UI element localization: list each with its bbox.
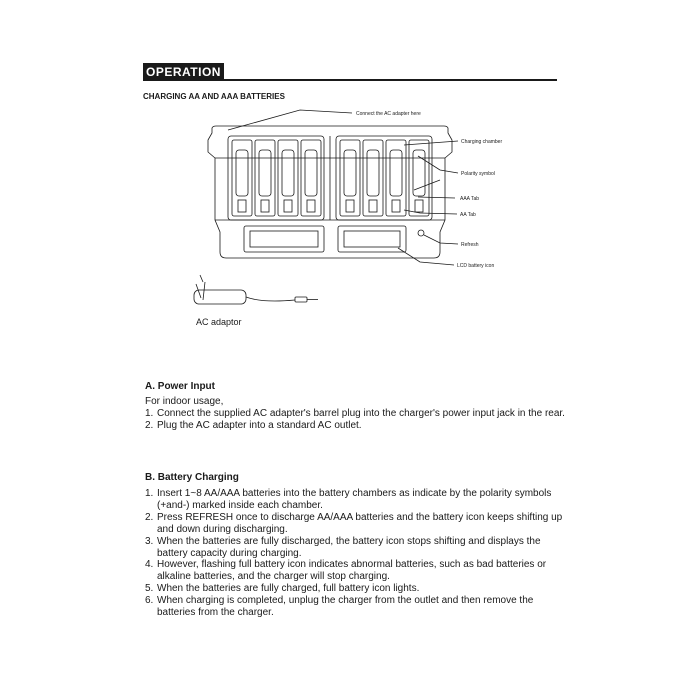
list-text: When the batteries are fully discharged, the battery icon stops shifting and displays the battery capacity during charging. bbox=[157, 535, 541, 559]
right-chambers bbox=[340, 140, 429, 216]
callout-connect-ac: Connect the AC adapter here bbox=[356, 111, 421, 117]
lcd-left bbox=[244, 226, 324, 252]
section-b-body bbox=[145, 488, 565, 619]
list-text: Insert 1~8 AA/AAA batteries into the battery chambers as indicate by the polarity symbols (+and-) marked inside each chamber. bbox=[157, 488, 552, 511]
ac-adaptor-label: AC adaptor bbox=[196, 317, 242, 327]
section-a-body bbox=[145, 396, 565, 432]
callout-aaa-tab: AAA Tab bbox=[460, 196, 480, 202]
list-number: 1. bbox=[145, 407, 154, 419]
list-number: 1. bbox=[145, 488, 154, 499]
list-item bbox=[145, 536, 565, 560]
left-chamber-frame bbox=[228, 136, 324, 220]
lcd-right bbox=[338, 226, 406, 252]
list-number: 4. bbox=[145, 559, 154, 571]
list-item bbox=[145, 559, 565, 583]
list-text: Plug the AC adapter into a standard AC outlet. bbox=[157, 419, 362, 431]
callout-refresh: Refresh bbox=[461, 242, 479, 248]
list-text: When charging is completed, unplug the charger from the outlet and then remove the batteries from the charger. bbox=[157, 595, 534, 619]
list-item bbox=[145, 420, 565, 432]
section-a-intro: For indoor usage, bbox=[145, 396, 224, 407]
list-text: However, flashing full battery icon indicates abnormal batteries, such as bad batteries or alkaline batteries, and the charger will stop charging. bbox=[157, 559, 547, 583]
section-header-operation: OPERATION bbox=[143, 63, 224, 81]
callout-charging-chamber: Charging chamber bbox=[461, 139, 503, 145]
list-number: 3. bbox=[145, 535, 154, 547]
list-text: Press REFRESH once to discharge AA/AAA batteries and the battery icon keeps shifting up and down during discharging. bbox=[157, 511, 563, 535]
left-chambers bbox=[232, 140, 321, 216]
list-item bbox=[145, 595, 565, 619]
callout-polarity-symbol: Polarity symbol bbox=[461, 171, 495, 177]
refresh-button bbox=[418, 230, 424, 236]
list-item bbox=[145, 408, 565, 420]
right-chamber-frame bbox=[336, 136, 432, 220]
list-number: 2. bbox=[145, 511, 154, 523]
subheading-charging: CHARGING AA AND AAA BATTERIES bbox=[143, 92, 285, 101]
list-number: 5. bbox=[145, 583, 154, 595]
callout-lcd-battery-icon: LCD battery icon bbox=[457, 263, 495, 269]
list-item bbox=[145, 488, 565, 512]
ac-adaptor-drawing bbox=[194, 275, 318, 304]
list-number: 6. bbox=[145, 595, 154, 607]
callout-aa-tab: AA Tab bbox=[460, 212, 476, 218]
section-a-title: A. Power Input bbox=[145, 381, 215, 392]
list-number: 2. bbox=[145, 419, 154, 431]
section-b-title: B. Battery Charging bbox=[145, 472, 239, 483]
list-text: When the batteries are fully charged, full battery icon lights. bbox=[157, 583, 420, 595]
list-text: Connect the supplied AC adapter's barrel plug into the charger's power input jack in the rear. bbox=[157, 407, 565, 419]
list-item bbox=[145, 512, 565, 536]
list-item bbox=[145, 583, 565, 595]
